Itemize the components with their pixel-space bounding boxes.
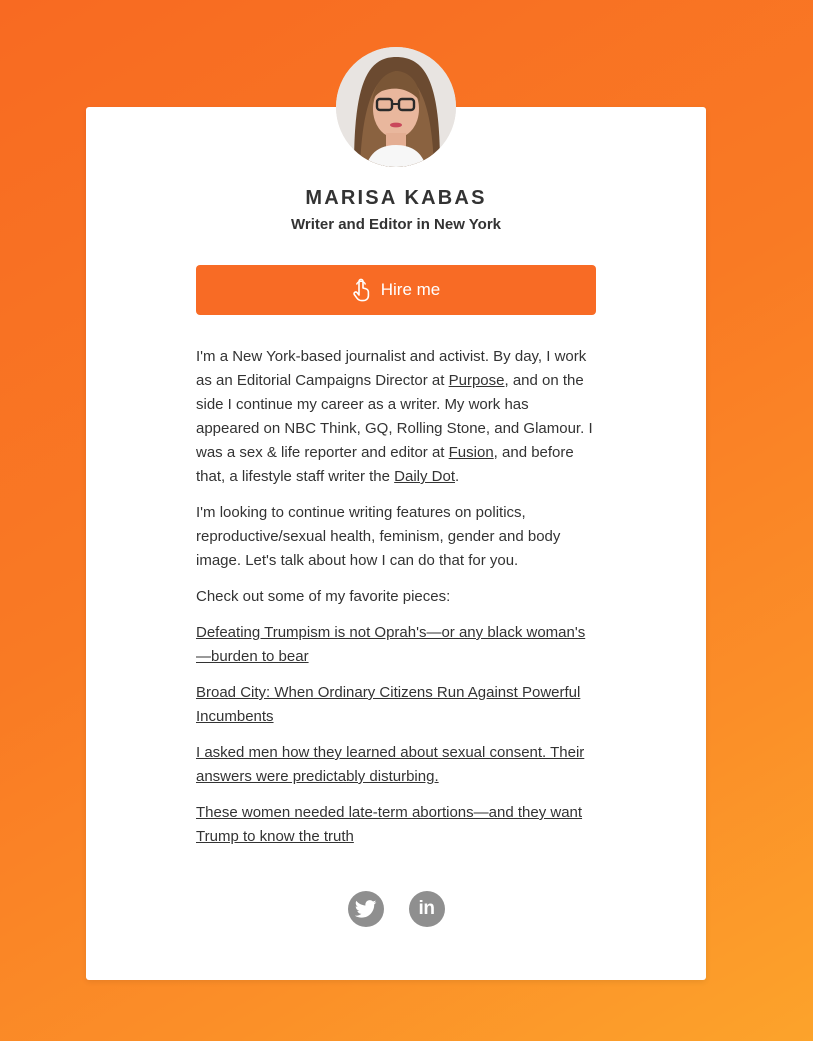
twitter-icon	[355, 900, 377, 918]
favorite-piece-link[interactable]: Defeating Trumpism is not Oprah's—or any black woman's—burden to bear	[196, 624, 586, 665]
twitter-link[interactable]	[348, 891, 384, 927]
hire-me-button[interactable]	[196, 265, 596, 315]
profile-name: MARISA KABAS	[305, 187, 487, 209]
fusion-link[interactable]: Fusion	[448, 444, 494, 461]
favorite-piece-link[interactable]: I asked men how they learned about sexual consent. Their answers were predictably disturbing.	[196, 744, 585, 785]
purpose-link[interactable]: Purpose	[448, 372, 505, 389]
avatar	[336, 47, 456, 167]
bio-section	[196, 345, 596, 861]
profile-photo	[336, 47, 456, 167]
bio-paragraph-2: I'm looking to continue writing features on politics, reproductive/sexual health, feminism, gender and body image. Let's talk about how I can do that for you.	[196, 504, 561, 569]
bio-paragraph-3: Check out some of my favorite pieces:	[196, 588, 451, 605]
favorite-piece-link[interactable]: These women needed late-term abortions—and they want Trump to know the truth	[196, 804, 583, 845]
profile-card	[86, 107, 706, 980]
favorite-piece-3	[196, 741, 596, 789]
favorite-piece-2	[196, 681, 596, 729]
daily-dot-link[interactable]: Daily Dot	[394, 468, 456, 485]
linkedin-icon: in	[418, 898, 435, 919]
favorite-piece-link[interactable]: Broad City: When Ordinary Citizens Run Against Powerful Incumbents	[196, 684, 581, 725]
favorite-piece-4	[196, 801, 596, 849]
favorite-piece-1	[196, 621, 596, 669]
bio-text: , and on the side I continue my career as a writer. My work has appeared on NBC Think, GQ, Rolling Stone, and Glamour. I was a sex & life reporter and editor at	[196, 372, 593, 461]
bio-text: , and before that, a lifestyle staff writer the	[196, 444, 574, 485]
bio-text: I'm a New York-based journalist and activist. By day, I work as an Editorial Campaigns Director at	[196, 348, 587, 389]
profile-tagline: Writer and Editor in New York	[290, 216, 502, 233]
hire-me-label: Hire me	[380, 280, 441, 299]
social-links	[86, 891, 706, 927]
linkedin-link[interactable]	[409, 891, 445, 927]
pointing-hand-icon	[352, 278, 370, 302]
bio-text: .	[455, 468, 460, 485]
bio-paragraph-1	[196, 345, 596, 489]
